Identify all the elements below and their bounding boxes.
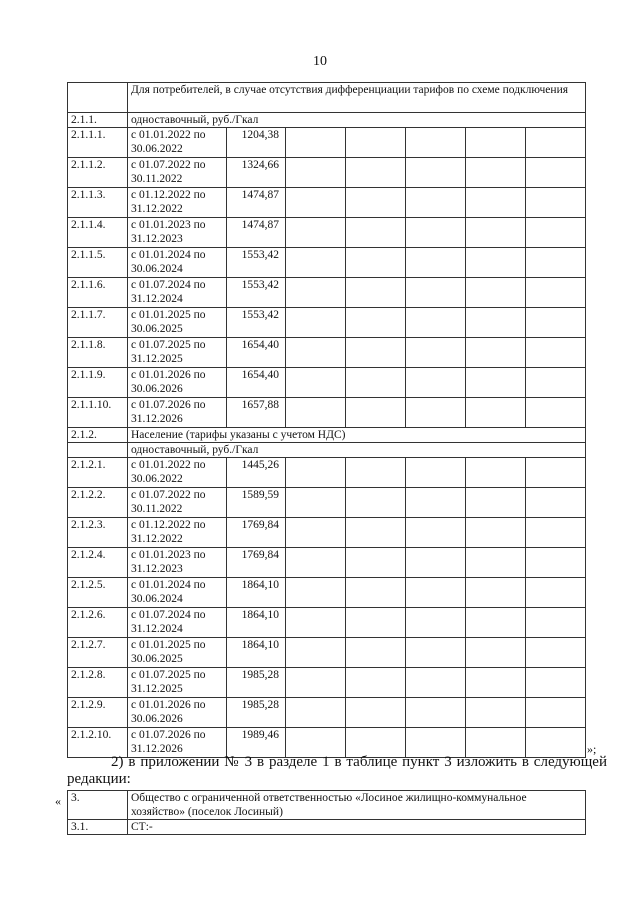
table-row — [68, 218, 586, 248]
row-number-cell: 2.1.1.1. — [68, 128, 128, 158]
empty-cell — [526, 188, 586, 218]
opening-quote: « — [55, 794, 61, 808]
section-label-cell: Для потребителей, в случае отсутствия дифференциации тарифов по схеме подключения — [128, 83, 586, 113]
empty-cell — [346, 128, 406, 158]
row-number-cell: 2.1.2.8. — [68, 668, 128, 698]
row-number-cell: 3.1. — [68, 820, 128, 835]
period-cell: с 01.12.2022 по 31.12.2022 — [128, 518, 227, 548]
period-cell: с 01.07.2024 по 31.12.2024 — [128, 278, 227, 308]
empty-cell — [406, 668, 466, 698]
empty-cell — [466, 638, 526, 668]
instruction-text: 2) в приложении № 3 в разделе 1 в таблице пункт 3 изложить в следующей редакции: — [67, 754, 607, 787]
closing-quote: »; — [587, 742, 597, 756]
empty-cell — [286, 638, 346, 668]
section-label-cell: Население (тарифы указаны с учетом НДС) — [128, 428, 586, 443]
tariff-value-cell: 1204,38 — [227, 128, 286, 158]
empty-cell — [526, 338, 586, 368]
table-row — [68, 518, 586, 548]
table-row — [68, 578, 586, 608]
row-number-cell: 2.1.1.9. — [68, 368, 128, 398]
table-row — [68, 188, 586, 218]
empty-cell — [286, 128, 346, 158]
empty-cell — [346, 368, 406, 398]
row-number-cell: 3. — [68, 791, 128, 820]
tariff-value-cell: 1654,40 — [227, 368, 286, 398]
empty-cell — [466, 668, 526, 698]
empty-cell — [526, 278, 586, 308]
empty-cell — [466, 158, 526, 188]
table-row — [68, 668, 586, 698]
table-row — [68, 398, 586, 428]
row-number-cell: 2.1.2.6. — [68, 608, 128, 638]
empty-cell — [346, 308, 406, 338]
row-number-cell: 2.1.1.8. — [68, 338, 128, 368]
period-cell: с 01.01.2024 по 30.06.2024 — [128, 248, 227, 278]
row-number-cell: 2.1.1.3. — [68, 188, 128, 218]
tariff-value-cell: 1553,42 — [227, 248, 286, 278]
tariff-value-cell: 1864,10 — [227, 578, 286, 608]
row-number-cell: 2.1.2.9. — [68, 698, 128, 728]
page-number: 10 — [313, 54, 327, 69]
empty-cell — [286, 488, 346, 518]
tariff-value-cell: 1989,46 — [227, 728, 286, 758]
instruction-paragraph — [67, 754, 607, 788]
row-number-cell: 2.1.2.10. — [68, 728, 128, 758]
empty-cell — [346, 578, 406, 608]
empty-cell — [286, 458, 346, 488]
period-cell: с 01.01.2026 по 30.06.2026 — [128, 698, 227, 728]
period-cell: с 01.07.2025 по 31.12.2025 — [128, 338, 227, 368]
table-row — [68, 308, 586, 338]
period-cell: с 01.01.2026 по 30.06.2026 — [128, 368, 227, 398]
period-cell: с 01.01.2024 по 30.06.2024 — [128, 578, 227, 608]
empty-cell — [286, 338, 346, 368]
section-label-cell: одноставочный, руб./Гкал — [128, 443, 586, 458]
empty-cell — [466, 128, 526, 158]
row-number-cell: 2.1.2.2. — [68, 488, 128, 518]
empty-cell — [466, 488, 526, 518]
empty-cell — [466, 368, 526, 398]
empty-cell — [526, 548, 586, 578]
tariff-value-cell: 1657,88 — [227, 398, 286, 428]
tariff-value-cell: 1769,84 — [227, 518, 286, 548]
empty-cell — [406, 698, 466, 728]
empty-cell — [286, 578, 346, 608]
tariff-value-cell: 1553,42 — [227, 308, 286, 338]
empty-cell — [406, 398, 466, 428]
empty-cell — [346, 398, 406, 428]
row-number-cell: 2.1.1.7. — [68, 308, 128, 338]
row-number-cell — [68, 443, 128, 458]
empty-cell — [406, 488, 466, 518]
empty-cell — [286, 248, 346, 278]
period-cell: с 01.07.2022 по 30.11.2022 — [128, 158, 227, 188]
empty-cell — [346, 668, 406, 698]
empty-cell — [406, 368, 466, 398]
empty-cell — [346, 158, 406, 188]
empty-cell — [346, 188, 406, 218]
empty-cell — [286, 218, 346, 248]
table-row — [68, 458, 586, 488]
empty-cell — [286, 668, 346, 698]
period-cell: с 01.01.2025 по 30.06.2025 — [128, 638, 227, 668]
empty-cell — [466, 698, 526, 728]
empty-cell — [406, 458, 466, 488]
empty-cell — [286, 698, 346, 728]
empty-cell — [286, 548, 346, 578]
empty-cell — [466, 518, 526, 548]
organization-table — [67, 790, 586, 835]
empty-cell — [526, 458, 586, 488]
empty-cell — [346, 278, 406, 308]
row-number-cell: 2.1.1.6. — [68, 278, 128, 308]
tariff-value-cell: 1324,66 — [227, 158, 286, 188]
empty-cell — [526, 398, 586, 428]
table-row — [68, 158, 586, 188]
tariff-value-cell: 1589,59 — [227, 488, 286, 518]
table-row — [68, 83, 586, 113]
table-row — [68, 428, 586, 443]
empty-cell — [286, 278, 346, 308]
org-row — [68, 791, 586, 820]
table-row — [68, 638, 586, 668]
empty-cell — [526, 608, 586, 638]
tariff-value-cell: 1474,87 — [227, 188, 286, 218]
empty-cell — [406, 218, 466, 248]
row-number-cell: 2.1.1.10. — [68, 398, 128, 428]
empty-cell — [346, 518, 406, 548]
empty-cell — [286, 518, 346, 548]
empty-cell — [526, 368, 586, 398]
period-cell: с 01.01.2025 по 30.06.2025 — [128, 308, 227, 338]
section-label-cell: одноставочный, руб./Гкал — [128, 113, 586, 128]
empty-cell — [526, 218, 586, 248]
period-cell: с 01.07.2026 по 31.12.2026 — [128, 728, 227, 758]
empty-cell — [406, 188, 466, 218]
empty-cell — [466, 278, 526, 308]
period-cell: с 01.07.2025 по 31.12.2025 — [128, 668, 227, 698]
tariff-value-cell: 1864,10 — [227, 638, 286, 668]
row-number-cell: 2.1.2.5. — [68, 578, 128, 608]
period-cell: с 01.01.2022 по 30.06.2022 — [128, 128, 227, 158]
org-row — [68, 820, 586, 835]
empty-cell — [406, 518, 466, 548]
table-row — [68, 443, 586, 458]
empty-cell — [346, 338, 406, 368]
empty-cell — [466, 308, 526, 338]
empty-cell — [286, 728, 346, 758]
empty-cell — [286, 398, 346, 428]
empty-cell — [406, 248, 466, 278]
empty-cell — [526, 128, 586, 158]
table-row — [68, 728, 586, 758]
empty-cell — [466, 548, 526, 578]
empty-cell — [526, 638, 586, 668]
empty-cell — [406, 608, 466, 638]
row-number-cell: 2.1.2.7. — [68, 638, 128, 668]
empty-cell — [346, 698, 406, 728]
empty-cell — [466, 578, 526, 608]
empty-cell — [286, 608, 346, 638]
period-cell: с 01.07.2022 по 30.11.2022 — [128, 488, 227, 518]
empty-cell — [406, 308, 466, 338]
empty-cell — [286, 188, 346, 218]
tariff-value-cell: 1474,87 — [227, 218, 286, 248]
empty-cell — [466, 218, 526, 248]
tariff-value-cell: 1864,10 — [227, 608, 286, 638]
empty-cell — [406, 548, 466, 578]
empty-cell — [526, 698, 586, 728]
table-row — [68, 608, 586, 638]
empty-cell — [286, 308, 346, 338]
tariff-value-cell: 1769,84 — [227, 548, 286, 578]
row-number-cell: 2.1.1.5. — [68, 248, 128, 278]
table-row — [68, 368, 586, 398]
empty-cell — [346, 728, 406, 758]
org-name-cell: Общество с ограниченной ответственностью «Лосиное жилищно-коммунальное хозяйство» (поселок Лосиный) — [128, 791, 586, 820]
empty-cell — [286, 368, 346, 398]
empty-cell — [406, 638, 466, 668]
row-number-cell: 2.1.2.4. — [68, 548, 128, 578]
row-number-cell: 2.1.1.2. — [68, 158, 128, 188]
empty-cell — [286, 158, 346, 188]
empty-cell — [406, 128, 466, 158]
empty-cell — [346, 218, 406, 248]
empty-cell — [346, 248, 406, 278]
table-row — [68, 548, 586, 578]
empty-cell — [466, 338, 526, 368]
period-cell: с 01.12.2022 по 31.12.2022 — [128, 188, 227, 218]
empty-cell — [346, 458, 406, 488]
empty-cell — [466, 458, 526, 488]
empty-cell — [406, 338, 466, 368]
table-row — [68, 113, 586, 128]
empty-cell — [346, 548, 406, 578]
period-cell: с 01.01.2022 по 30.06.2022 — [128, 458, 227, 488]
empty-cell — [466, 398, 526, 428]
row-number-cell: 2.1.2.1. — [68, 458, 128, 488]
table-row — [68, 248, 586, 278]
empty-cell — [466, 728, 526, 758]
period-cell: с 01.01.2023 по 31.12.2023 — [128, 218, 227, 248]
empty-cell — [406, 278, 466, 308]
table-row — [68, 128, 586, 158]
period-cell: с 01.07.2026 по 31.12.2026 — [128, 398, 227, 428]
empty-cell — [466, 608, 526, 638]
table-row — [68, 488, 586, 518]
row-number-cell: 2.1.1. — [68, 113, 128, 128]
empty-cell — [526, 488, 586, 518]
row-number-cell — [68, 83, 128, 113]
empty-cell — [526, 248, 586, 278]
org-system-cell: СТ:- — [128, 820, 586, 835]
period-cell: с 01.01.2023 по 31.12.2023 — [128, 548, 227, 578]
empty-cell — [526, 668, 586, 698]
empty-cell — [526, 728, 586, 758]
empty-cell — [346, 608, 406, 638]
empty-cell — [466, 248, 526, 278]
empty-cell — [406, 728, 466, 758]
empty-cell — [466, 188, 526, 218]
row-number-cell: 2.1.2.3. — [68, 518, 128, 548]
period-cell: с 01.07.2024 по 31.12.2024 — [128, 608, 227, 638]
table-row — [68, 338, 586, 368]
row-number-cell: 2.1.1.4. — [68, 218, 128, 248]
empty-cell — [406, 578, 466, 608]
empty-cell — [406, 158, 466, 188]
empty-cell — [526, 578, 586, 608]
tariff-value-cell: 1985,28 — [227, 668, 286, 698]
row-number-cell: 2.1.2. — [68, 428, 128, 443]
tariff-table — [67, 82, 586, 758]
empty-cell — [526, 518, 586, 548]
empty-cell — [526, 158, 586, 188]
tariff-value-cell: 1654,40 — [227, 338, 286, 368]
empty-cell — [526, 308, 586, 338]
empty-cell — [346, 638, 406, 668]
empty-cell — [346, 488, 406, 518]
tariff-value-cell: 1445,26 — [227, 458, 286, 488]
table-row — [68, 698, 586, 728]
table-row — [68, 278, 586, 308]
tariff-value-cell: 1985,28 — [227, 698, 286, 728]
tariff-value-cell: 1553,42 — [227, 278, 286, 308]
